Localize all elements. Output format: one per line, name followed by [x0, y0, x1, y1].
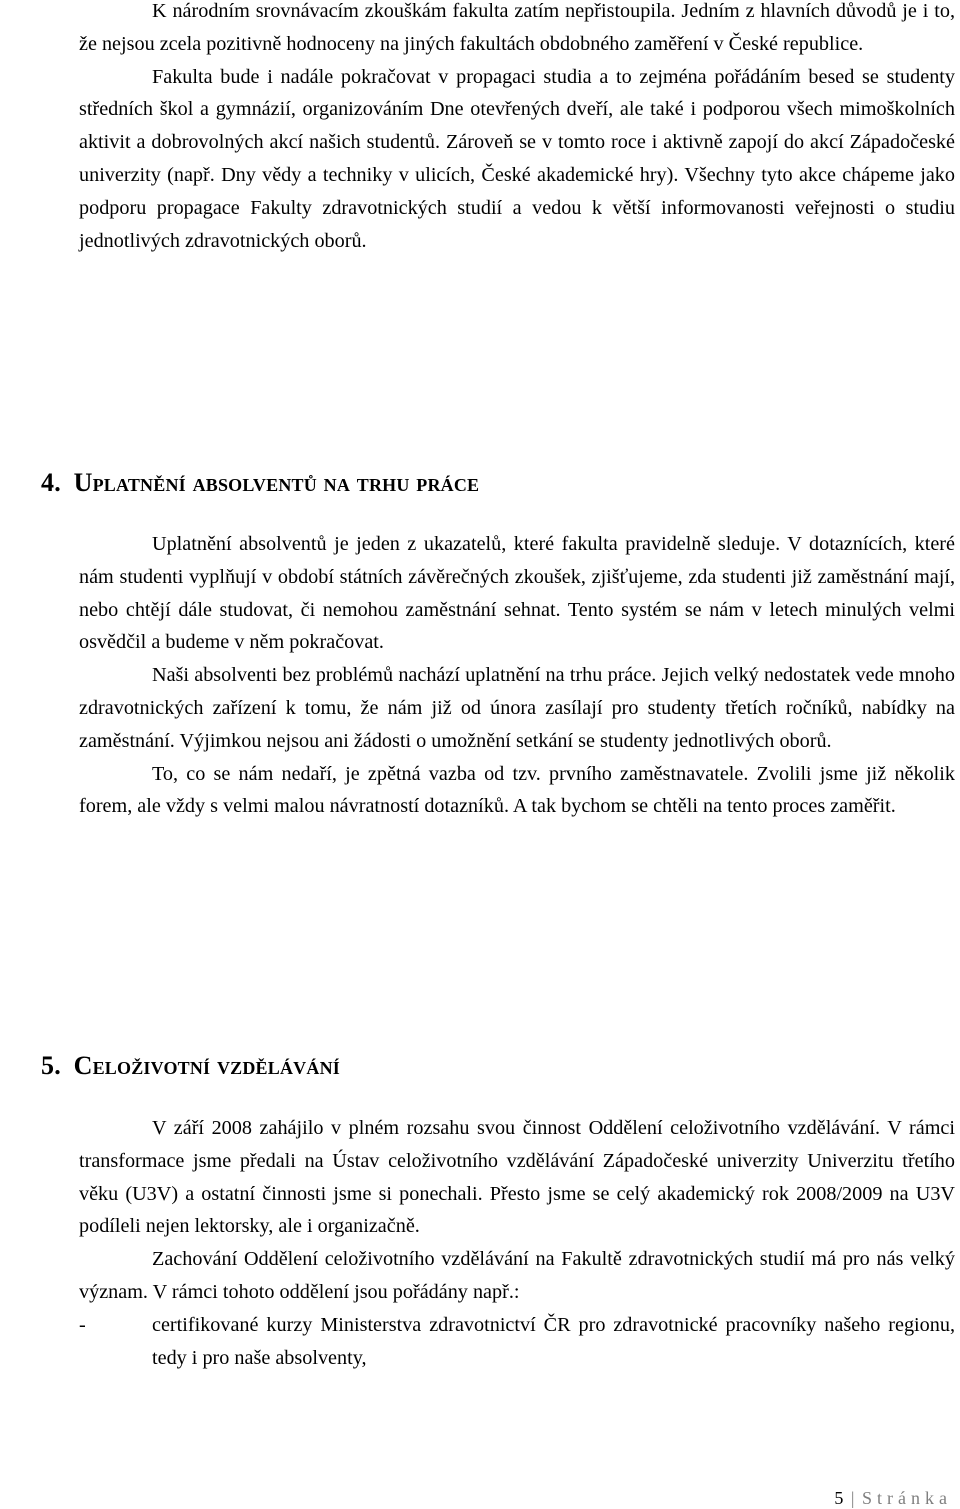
footer-label: Stránka — [862, 1488, 952, 1508]
section-number: 5. — [41, 1051, 61, 1080]
section-title: Celoživotní vzdělávání — [73, 1051, 340, 1080]
section-number: 4. — [41, 468, 61, 497]
section-title: Uplatnění absolventů na trhu práce — [73, 468, 480, 497]
list-item — [79, 1309, 955, 1375]
section-5-body — [79, 1112, 955, 1374]
paragraph: To, co se nám nedaří, je zpětná vazba od tzv. prvního zaměstnavatele. Zvolili jsme již několik forem, ale vždy s velmi malou návratností dotazníků. A tak bychom se chtěli na tento proces zaměřit. — [79, 762, 955, 818]
top-text-block — [79, 0, 955, 257]
paragraph: K národním srovnávacím zkouškám fakulta zatím nepřistoupila. Jedním z hlavních důvodů je i to, že nejsou zcela pozitivně hodnoceny na jiných fakultách obdobného zaměření v České republice. — [79, 0, 955, 55]
section-5 — [41, 1049, 955, 1083]
paragraph: Zachování Oddělení celoživotního vzdělávání na Fakultě zdravotnických studií má pro nás velký význam. V rámci tohoto oddělení jsou pořádány např.: — [79, 1248, 955, 1303]
page-footer — [834, 1487, 952, 1509]
paragraph: V září 2008 zahájilo v plném rozsahu svou činnost Oddělení celoživotního vzdělávání. V rámci transformace jsme předali na Ústav celoživotního vzdělávání Západočeské univerzity Univerzitu třetího věku (U3V) a ostatní činnosti jsme si ponechali. Přesto jsme se celý akademický rok 2008/2009 na U3V podíleli nejen lektorsky, ale i organizačně. — [79, 1117, 955, 1238]
page-number: 5 — [834, 1488, 844, 1508]
list-item-text: certifikované kurzy Ministerstva zdravotnictví ČR pro zdravotnické pracovníky našeho regionu, tedy i pro naše absolventy, — [152, 1313, 955, 1369]
section-heading — [41, 466, 955, 500]
footer-separator: | — [850, 1488, 856, 1508]
paragraph: Uplatnění absolventů je jeden z ukazatelů, které fakulta pravidelně sleduje. V dotaznících, které nám studenti vyplňují v období státních závěrečných zkoušek, zjišťujeme, zda studenti již zaměstnání mají, nebo chtějí dále studovat, či nemohou zaměstnání sehnat. Tento systém se nám v letech minulých velmi osvědčil a budeme v něm pokračovat. — [79, 533, 955, 654]
paragraph: Naši absolventi bez problémů nachází uplatnění na trhu práce. Jejich velký nedostatek vede mnoho zdravotnických zařízení k tomu, že nám již od února zasílají pro studenty třetích ročníků, nabídky na zaměstnání. Výjimkou nejsou ani žádosti o umožnění setkání se studenty jednotlivých oborů. — [79, 664, 955, 752]
paragraph: Fakulta bude i nadále pokračovat v propagaci studia a to zejména pořádáním besed se studenty středních škol a gymnázií, organizováním Dne otevřených dveří, ale také i podporou všech mimoškolních aktivit a dobrovolných akcí našich studentů. Zároveň se v tomto roce i aktivně zapojí do akcí Západočeské univerzity (např. Dny vědy a techniky v ulicích, České akademické hry). Všechny tyto akce chápeme jako podporu propagace Fakulty zdravotnických studií a vedou k větší informovanosti veřejnosti o studiu jednotlivých zdravotnických oborů. — [79, 65, 955, 252]
bullet-mark: - — [79, 1313, 86, 1336]
section-heading — [41, 1049, 955, 1083]
section-4-body — [79, 528, 955, 823]
section-4 — [41, 466, 955, 500]
